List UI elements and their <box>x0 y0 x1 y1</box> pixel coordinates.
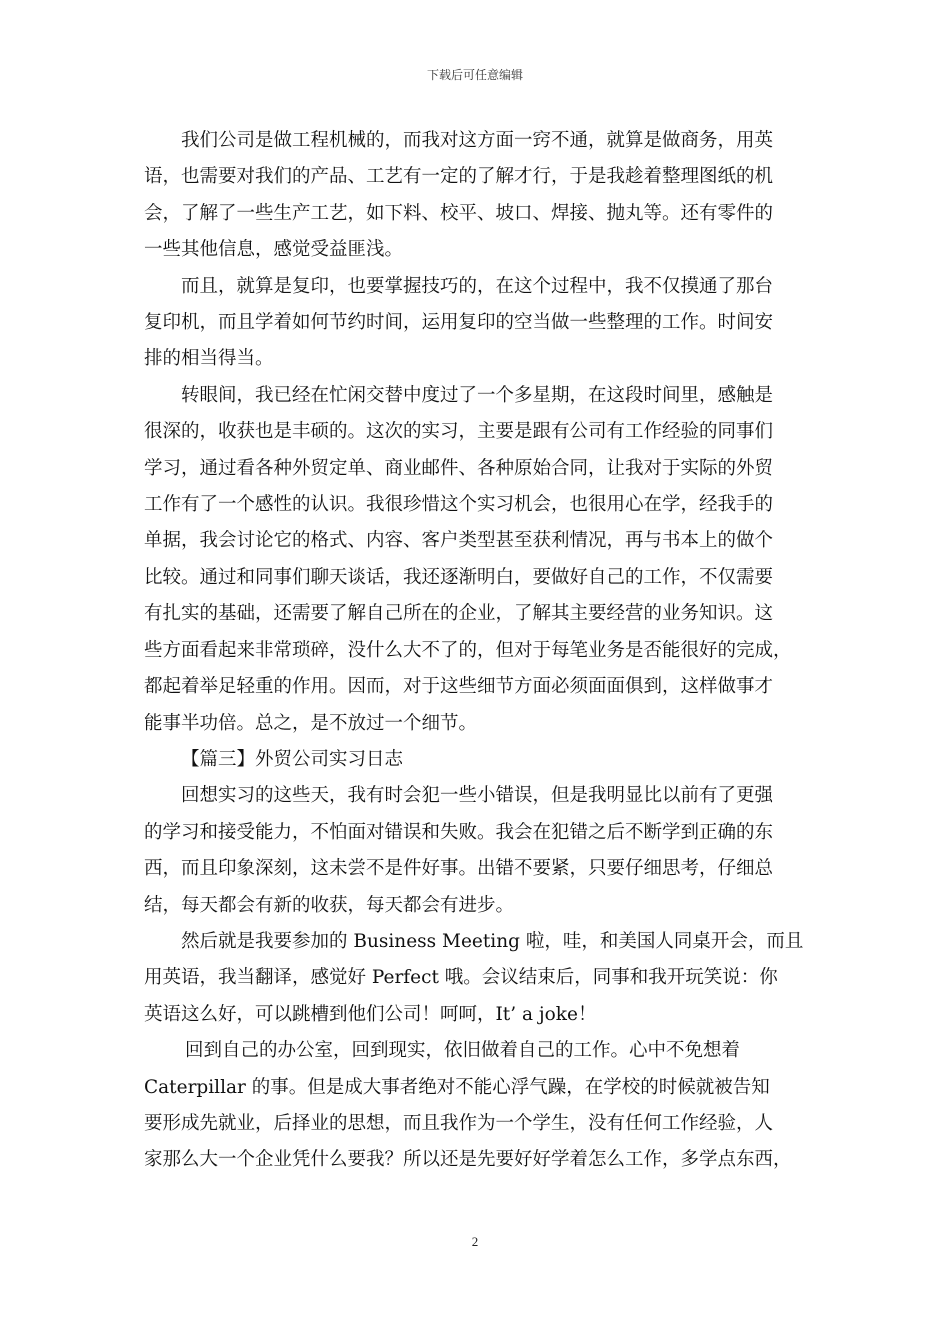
paragraph-line: 工作有了一个感性的认识。我很珍惜这个实习机会，也很用心在学，经我手的 <box>144 494 774 516</box>
paragraph-line: 学习，通过看各种外贸定单、商业邮件、各种原始合同，让我对于实际的外贸 <box>144 457 774 479</box>
paragraph-line: 我们公司是做工程机械的，而我对这方面一窍不通，就算是做商务，用英 <box>181 130 774 151</box>
paragraph-line: 单据，我会讨论它的格式、内容、客户类型甚至获利情况，再与书本上的做个 <box>144 530 774 552</box>
paragraph-line: 西，而且印象深刻，这未尝不是件好事。出错不要紧，只要仔细思考，仔细总 <box>144 858 774 880</box>
paragraph-line: 结，每天都会有新的收获，每天都会有进步。 <box>144 894 515 916</box>
paragraph-line: 回想实习的这些天，我有时会犯一些小错误，但是我明显比以前有了更强 <box>181 785 774 807</box>
paragraph-line: 要形成先就业，后择业的思想，而且我作为一个学生，没有任何工作经验，人 <box>144 1112 774 1134</box>
paragraph-line: 一些其他信息，感觉受益匪浅。 <box>144 239 404 261</box>
paragraph-line: 的学习和接受能力，不怕面对错误和失败。我会在犯错之后不断学到正确的东 <box>144 821 774 843</box>
paragraph-line: 都起着举足轻重的作用。因而，对于这些细节方面必须面面俱到，这样做事才 <box>144 676 774 698</box>
paragraph-line: 有扎实的基础，还需要了解自己所在的企业，了解其主要经营的业务知识。这 <box>144 603 774 625</box>
paragraph-line: 而且，就算是复印，也要掌握技巧的，在这个过程中，我不仅摸通了那台 <box>181 275 774 297</box>
paragraph-line: 会，了解了一些生产工艺，如下料、校平、坡口、焊接、抛丸等。还有零件的 <box>144 202 774 224</box>
paragraph-line: 家那么大一个企业凭什么要我？所以还是先要好好学着怎么工作，多学点东西， <box>144 1149 792 1171</box>
page-number: 2 <box>471 1234 479 1249</box>
paragraph-line: 英语这么好，可以跳槽到他们公司！呵呵，It’ a joke！ <box>144 1003 597 1025</box>
section-heading: 【篇三】外贸公司实习日志 <box>181 748 404 770</box>
paragraph-line: 转眼间，我已经在忙闲交替中度过了一个多星期，在这段时间里，感触是 <box>181 384 774 406</box>
paragraph-line: 很深的，收获也是丰硕的。这次的实习，主要是跟有公司有工作经验的同事们 <box>144 421 774 443</box>
page-header: 下载后可任意编辑 <box>426 68 523 82</box>
paragraph-line: Caterpillar 的事。但是成大事者绝对不能心浮气躁，在学校的时候就被告知 <box>144 1076 770 1098</box>
paragraph-line: 能事半功倍。总之，是不放过一个细节。 <box>144 712 478 734</box>
paragraph-line: 比较。通过和同事们聊天谈话，我还逐渐明白，要做好自己的工作，不仅需要 <box>144 566 774 588</box>
paragraph-line: 些方面看起来非常琐碎，没什么大不了的，但对于每笔业务是否能很好的完成， <box>144 639 792 661</box>
paragraph-line: 复印机，而且学着如何节约时间，运用复印的空当做一些整理的工作。时间安 <box>144 312 774 334</box>
paragraph-line: 用英语，我当翻译，感觉好 Perfect 哦。会议结束后，同事和我开玩笑说：你 <box>144 967 778 989</box>
paragraph-line: 回到自己的办公室，回到现实，依旧做着自己的工作。心中不免想着 <box>185 1040 741 1062</box>
paragraph-line: 语，也需要对我们的产品、工艺有一定的了解才行，于是我趁着整理图纸的机 <box>144 166 774 188</box>
paragraph-line: 排的相当得当。 <box>144 348 274 370</box>
paragraph-line: 然后就是我要参加的 Business Meeting 啦，哇，和美国人同桌开会，而且 <box>181 930 804 952</box>
document-body <box>144 123 812 1179</box>
